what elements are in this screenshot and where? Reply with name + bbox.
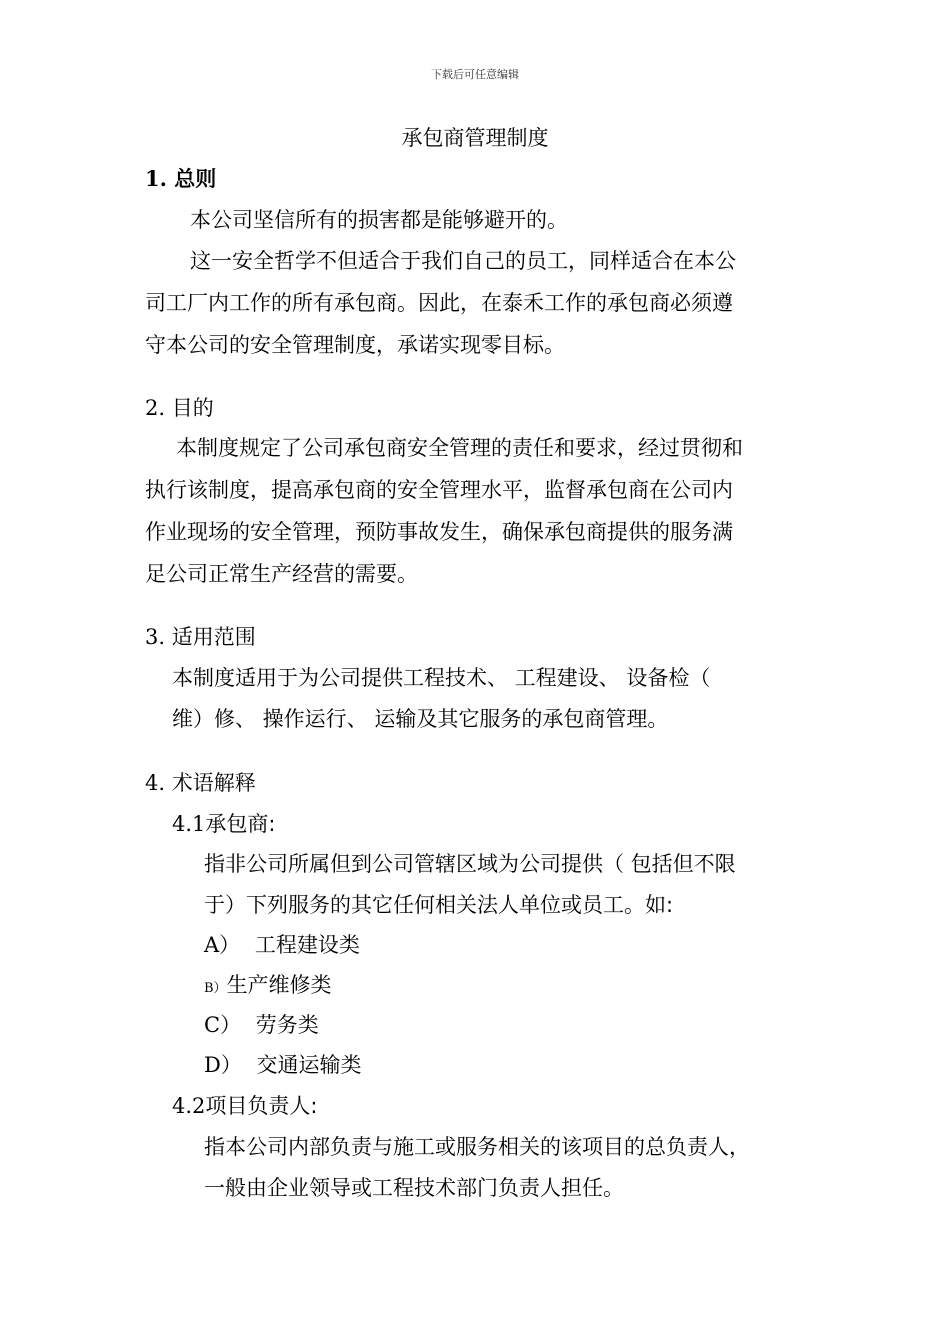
section-3-heading bbox=[145, 621, 256, 651]
section-3-line-1: 本制度适用于为公司提供工程技术、 工程建设、 设备检（ bbox=[172, 666, 711, 690]
list-item-marker: B） bbox=[204, 981, 227, 996]
section-3-number: 3. bbox=[145, 625, 166, 649]
list-item-text: 生产维修类 bbox=[226, 973, 332, 997]
term-4-2-line-1: 指本公司内部负责与施工或服务相关的该项目的总负责人， bbox=[204, 1135, 750, 1159]
section-4-title: 术语解释 bbox=[171, 771, 256, 795]
section-2-number: 2. bbox=[145, 396, 166, 420]
page-header-note: 下载后可任意编辑 bbox=[431, 68, 519, 81]
list-item-text: 劳务类 bbox=[255, 1013, 319, 1037]
term-4-2-label: 项目负责人: bbox=[205, 1094, 318, 1118]
list-item bbox=[204, 1009, 319, 1039]
section-3-title: 适用范围 bbox=[171, 625, 256, 649]
term-4-1-label: 承包商: bbox=[205, 812, 276, 836]
section-2-heading bbox=[145, 392, 214, 422]
section-2-title: 目的 bbox=[171, 396, 214, 420]
term-4-2-line-2: 一般由企业领导或工程技术部门负责人担任。 bbox=[204, 1176, 624, 1200]
section-1-number: 1. bbox=[145, 166, 167, 191]
term-4-1-heading bbox=[172, 808, 275, 838]
list-item bbox=[204, 1049, 362, 1079]
term-4-1-line-1: 指非公司所属但到公司管辖区域为公司提供（ 包括但不限 bbox=[204, 852, 736, 876]
list-item-text: 工程建设类 bbox=[254, 933, 360, 957]
term-4-1-number: 4.1 bbox=[172, 812, 206, 836]
section-1-title: 总则 bbox=[174, 167, 217, 191]
list-item-marker: D） bbox=[204, 1053, 242, 1077]
list-item-text: 交通运输类 bbox=[256, 1053, 362, 1077]
section-2-line-3: 作业现场的安全管理，预防事故发生，确保承包商提供的服务满 bbox=[145, 520, 733, 544]
section-1-paragraph-1: 本公司坚信所有的损害都是能够避开的。 bbox=[190, 208, 568, 232]
list-item-marker: A） bbox=[204, 933, 241, 957]
section-2-line-1: 本制度规定了公司承包商安全管理的责任和要求，经过贯彻和 bbox=[176, 436, 743, 460]
term-4-1-line-2: 于）下列服务的其它任何相关法人单位或员工。如: bbox=[204, 893, 674, 917]
section-4-number: 4. bbox=[145, 771, 166, 795]
section-1-heading bbox=[145, 163, 216, 193]
term-4-2-heading bbox=[172, 1090, 317, 1120]
section-2-line-4: 足公司正常生产经营的需要。 bbox=[145, 562, 418, 586]
section-1-paragraph-2-line-1: 这一安全哲学不但适合于我们自己的员工，同样适合在本公 bbox=[190, 249, 736, 273]
section-3-line-2: 维）修、 操作运行、 运输及其它服务的承包商管理。 bbox=[172, 707, 669, 731]
page-title: 承包商管理制度 bbox=[401, 126, 549, 150]
list-item-marker: C） bbox=[204, 1013, 242, 1037]
section-1-paragraph-2-line-2: 司工厂内工作的所有承包商。因此，在泰禾工作的承包商必须遵 bbox=[145, 291, 733, 315]
list-item bbox=[204, 969, 332, 999]
section-4-heading bbox=[145, 767, 256, 797]
section-1-paragraph-2-line-3: 守本公司的安全管理制度，承诺实现零目标。 bbox=[145, 333, 565, 357]
list-item bbox=[204, 929, 360, 959]
section-2-line-2: 执行该制度，提高承包商的安全管理水平，监督承包商在公司内 bbox=[145, 478, 733, 502]
term-4-2-number: 4.2 bbox=[172, 1094, 206, 1118]
